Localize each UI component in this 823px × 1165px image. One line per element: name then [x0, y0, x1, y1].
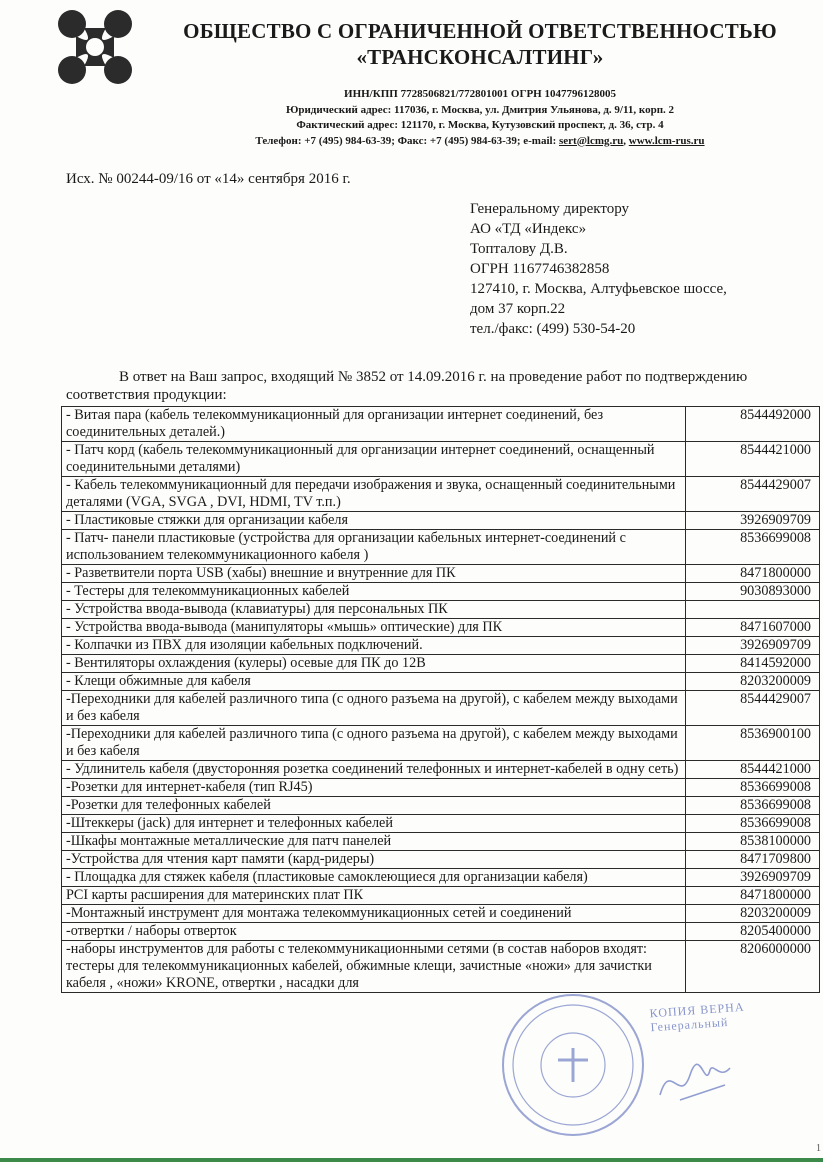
- product-code: 3926909709: [685, 637, 819, 655]
- table-row: [62, 442, 820, 477]
- addressee-line: тел./факс: (499) 530-54-20: [470, 321, 636, 337]
- product-code: 8536699008: [685, 530, 819, 565]
- table-row: [62, 923, 820, 941]
- addressee-block: [470, 199, 727, 339]
- copy-certified-stamp: [649, 1000, 746, 1035]
- table-row: [62, 601, 820, 619]
- product-code: 8471709800: [685, 851, 819, 869]
- products-table: [61, 406, 820, 993]
- product-code: 8206000000: [685, 941, 819, 993]
- product-code: 3926909709: [685, 869, 819, 887]
- email-link[interactable]: sert@lcmg.ru: [558, 134, 624, 147]
- product-code: 8205400000: [685, 923, 819, 941]
- table-row: [62, 797, 820, 815]
- product-description: -отвертки / наборы отверток: [62, 923, 686, 941]
- product-description: -Розетки для телефонных кабелей: [62, 797, 686, 815]
- product-description: -Штеккеры (jack) для интернет и телефонных кабелей: [62, 815, 686, 833]
- table-row: [62, 887, 820, 905]
- addressee-line: ОГРН 1167746382858: [470, 261, 610, 277]
- product-description: - Тестеры для телекоммуникационных кабелей: [62, 583, 686, 601]
- company-name-line1: ОБЩЕСТВО С ОГРАНИЧЕННОЙ ОТВЕТСТВЕННОСТЬЮ: [183, 19, 777, 43]
- product-description: - Пластиковые стяжки для организации кабеля: [62, 512, 686, 530]
- intro-text: [66, 368, 823, 404]
- website-link[interactable]: www.lcm-rus.ru: [628, 134, 705, 147]
- table-row: [62, 941, 820, 993]
- product-description: - Витая пара (кабель телекоммуникационный для организации интернет соединений, без соединительных деталей.): [62, 407, 686, 442]
- inn-line: ИНН/КПП 7728506821/772801001 ОГРН 1047796128005: [344, 88, 616, 100]
- product-code: 8536900100: [685, 726, 819, 761]
- contacts-prefix: Телефон: +7 (495) 984-63-39; Факс: +7 (495) 984-63-39; e-mail:: [255, 134, 559, 147]
- addressee-line: АО «ТД «Индекс»: [470, 221, 587, 237]
- table-row: [62, 673, 820, 691]
- product-code: 8471800000: [685, 887, 819, 905]
- product-description: - Устройства ввода-вывода (клавиатуры) для персональных ПК: [62, 601, 686, 619]
- table-row: [62, 407, 820, 442]
- table-row: [62, 477, 820, 512]
- contacts-separator: ,: [623, 134, 629, 147]
- product-description: PCI карты расширения для материнских плат ПК: [62, 887, 686, 905]
- table-row: [62, 779, 820, 797]
- product-code: 8544492000: [685, 407, 819, 442]
- product-description: -Переходники для кабелей различного типа (с одного разъема на другой), с кабелем между выходами и без кабеля: [62, 691, 686, 726]
- page-mark: 1: [816, 1143, 821, 1154]
- product-code: 8544421000: [685, 761, 819, 779]
- company-stamp-icon: [498, 990, 648, 1140]
- company-logo-icon: [56, 8, 134, 86]
- product-code: 9030893000: [685, 583, 819, 601]
- table-row: [62, 905, 820, 923]
- product-description: - Патч корд (кабель телекоммуникационный для организации интернет соединений, оснащенный соединительными деталями): [62, 442, 686, 477]
- addressee-line: Топталову Д.В.: [470, 241, 568, 257]
- product-description: - Разветвители порта USB (хабы) внешние и внутренние для ПК: [62, 565, 686, 583]
- table-row: [62, 565, 820, 583]
- table-row: [62, 655, 820, 673]
- product-description: - Кабель телекоммуникационный для передачи изображения и звука, оснащенный соединительными деталями (VGA, SVGA , DVI, HDMI, TV т.п.): [62, 477, 686, 512]
- table-row: [62, 583, 820, 601]
- product-code: 8544429007: [685, 477, 819, 512]
- actual-address: Фактический адрес: 121170, г. Москва, Кутузовский проспект, д. 36, стр. 4: [296, 119, 664, 131]
- stamp-line: КОПИЯ ВЕРНА: [649, 999, 745, 1021]
- product-code: [685, 601, 819, 619]
- table-row: [62, 851, 820, 869]
- page-bottom-bar: [0, 1158, 823, 1162]
- product-description: - Удлинитель кабеля (двусторонняя розетка соединений телефонных и интернет-кабелей в одну сеть): [62, 761, 686, 779]
- product-description: -наборы инструментов для работы с телекоммуникационными сетями (в состав наборов входят: тестеры для телекоммуникационных кабелей, обжимные клещи, зачистные «ножи» для зачистки кабеля , «ножи» KRONE, отвертки , насадки для: [62, 941, 686, 993]
- table-row: [62, 869, 820, 887]
- product-description: - Устройства ввода-вывода (манипуляторы «мышь» оптические) для ПК: [62, 619, 686, 637]
- product-description: -Шкафы монтажные металлические для патч панелей: [62, 833, 686, 851]
- product-code: 8538100000: [685, 833, 819, 851]
- product-code: 3926909709: [685, 512, 819, 530]
- table-row: [62, 833, 820, 851]
- product-code: 8203200009: [685, 673, 819, 691]
- stamp-line: Генеральный: [650, 1014, 729, 1035]
- product-description: - Клещи обжимные для кабеля: [62, 673, 686, 691]
- outgoing-number: Исх. № 00244-09/16 от «14» сентября 2016 г.: [66, 171, 351, 187]
- product-description: - Патч- панели пластиковые (устройства для организации кабельных интернет-соединений с использованием телекоммуникационного кабеля ): [62, 530, 686, 565]
- product-code: 8544429007: [685, 691, 819, 726]
- table-row: [62, 637, 820, 655]
- product-description: -Монтажный инструмент для монтажа телекоммуникационных сетей и соединений: [62, 905, 686, 923]
- table-row: [62, 726, 820, 761]
- company-name-line2: «ТРАНСКОНСАЛТИНГ»: [356, 45, 604, 69]
- table-row: [62, 619, 820, 637]
- product-code: 8471800000: [685, 565, 819, 583]
- legal-address: Юридический адрес: 117036, г. Москва, ул. Дмитрия Ульянова, д. 9/11, корп. 2: [285, 103, 675, 116]
- addressee-line: 127410, г. Москва, Алтуфьевское шоссе,: [470, 281, 727, 297]
- company-name: [150, 18, 810, 70]
- product-code: 8544421000: [685, 442, 819, 477]
- product-code: 8471607000: [685, 619, 819, 637]
- table-row: [62, 815, 820, 833]
- table-row: [62, 691, 820, 726]
- table-row: [62, 761, 820, 779]
- product-code: 8203200009: [685, 905, 819, 923]
- intro-line-1: В ответ на Ваш запрос, входящий № 3852 от 14.09.2016 г. на проведение работ по подтверждению: [119, 369, 748, 385]
- intro-line-2: соответствия продукции:: [66, 387, 227, 403]
- product-code: 8536699008: [685, 815, 819, 833]
- product-description: - Вентиляторы охлаждения (кулеры) осевые для ПК до 12В: [62, 655, 686, 673]
- product-description: -Устройства для чтения карт памяти (кард-ридеры): [62, 851, 686, 869]
- product-description: -Розетки для интернет-кабеля (тип RJ45): [62, 779, 686, 797]
- table-row: [62, 530, 820, 565]
- signature-icon: [650, 1050, 740, 1110]
- company-requisites: [150, 87, 810, 149]
- product-description: -Переходники для кабелей различного типа (с одного разъема на другой), с кабелем между выходами и без кабеля: [62, 726, 686, 761]
- addressee-line: Генеральному директору: [470, 201, 630, 217]
- product-code: 8414592000: [685, 655, 819, 673]
- product-code: 8536699008: [685, 779, 819, 797]
- product-description: - Площадка для стяжек кабеля (пластиковые самоклеющиеся для организации кабеля): [62, 869, 686, 887]
- product-description: - Колпачки из ПВХ для изоляции кабельных подключений.: [62, 637, 686, 655]
- addressee-line: дом 37 корп.22: [470, 301, 566, 317]
- product-code: 8536699008: [685, 797, 819, 815]
- table-row: [62, 512, 820, 530]
- contacts-line: [150, 134, 810, 150]
